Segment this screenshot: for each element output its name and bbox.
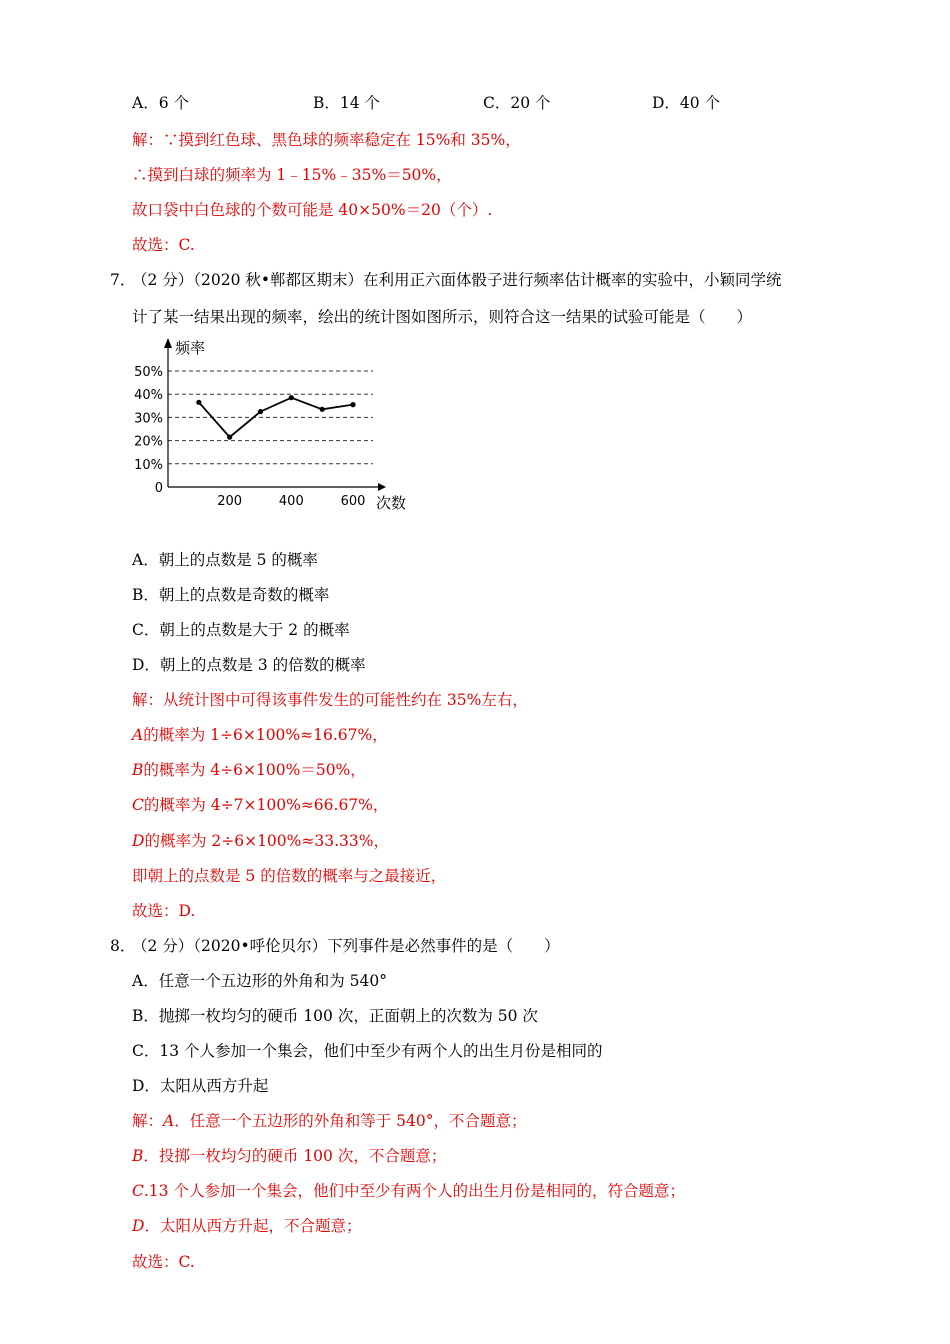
option-letter: D [132, 1217, 145, 1235]
option-letter: C [132, 1182, 144, 1200]
data-point [196, 400, 201, 405]
q6-answer: 故选：C. [132, 236, 195, 254]
q8-option-c: C．13 个人参加一个集会，他们中至少有两个人的出生月份是相同的 [132, 1042, 603, 1060]
q6-solution-line: 解：∵摸到红色球、黑色球的频率稳定在 15%和 35%， [132, 131, 521, 149]
x-tick-label: 200 [217, 494, 243, 509]
solution-text: ．任意一个五边形的外角和等于 540°，不合题意； [174, 1112, 527, 1130]
option-letter: C [132, 796, 144, 814]
q7-option-a: A．朝上的点数是 5 的概率 [132, 551, 318, 569]
q8-solution-item-d [132, 1216, 361, 1236]
q7-option-c: C．朝上的点数是大于 2 的概率 [132, 621, 350, 639]
q8-stem: （2 分）（2020•呼伦贝尔）下列事件是必然事件的是（ ） [132, 937, 560, 955]
chart-axes [164, 338, 406, 512]
solution-text: ．投掷一枚均匀的硬币 100 次，不合题意； [143, 1147, 447, 1165]
solution-prefix: 解： [132, 1112, 164, 1130]
x-axis-label: 次数 [376, 494, 407, 512]
y-axis-label: 频率 [175, 339, 206, 357]
y-axis-arrow [164, 338, 172, 348]
q6-option-b: B．14 个 [313, 94, 381, 112]
q7-solution-close: 即朝上的点数是 5 的倍数的概率与之最接近， [132, 867, 447, 885]
solution-text: 的概率为 4÷7×100%≈66.67%， [143, 796, 389, 814]
q7-stem-line: 计了某一结果出现的频率，绘出的统计图如图所示，则符合这一结果的试验可能是（ ） [132, 308, 753, 326]
q6-option-d: D．40 个 [652, 94, 721, 112]
y-tick-label: 20% [134, 434, 163, 450]
q8-solution-item-a [132, 1111, 526, 1131]
y-tick-label: 30% [134, 411, 163, 427]
q7-solution-item-a [132, 725, 388, 745]
y-tick-label: 50% [134, 365, 163, 380]
y-tick-label: 10% [134, 457, 163, 473]
y-tick-label: 0 [154, 481, 163, 496]
data-point [320, 407, 325, 412]
solution-text: ．太阳从西方升起，不合题意； [144, 1217, 362, 1235]
data-point [350, 402, 355, 407]
option-letter: D [132, 832, 145, 850]
q8-option-b: B．抛掷一枚均匀的硬币 100 次，正面朝上的次数为 50 次 [132, 1007, 538, 1025]
option-letter: B [132, 1147, 144, 1165]
q7-option-d: D．朝上的点数是 3 的倍数的概率 [132, 656, 366, 674]
q7-solution-item-d [132, 831, 389, 851]
x-axis-arrow [378, 483, 386, 491]
q6-option-a: A．6 个 [132, 94, 189, 112]
q8-option-a: A．任意一个五边形的外角和为 540° [132, 972, 387, 990]
q7-number: 7． [110, 271, 136, 289]
solution-text: 的概率为 4÷6×100%＝50%， [143, 761, 366, 779]
data-point [227, 435, 232, 440]
q7-option-b: B．朝上的点数是奇数的概率 [132, 586, 330, 604]
q6-option-c: C．20 个 [483, 94, 551, 112]
option-letter: B [132, 761, 144, 779]
y-tick-label: 40% [134, 388, 163, 404]
x-tick-label: 400 [278, 494, 304, 509]
option-letter: A [163, 1112, 175, 1130]
q7-solution-intro: 解：从统计图中可得该事件发生的可能性约在 35%左右， [132, 691, 528, 709]
q8-solution-item-c [132, 1181, 685, 1201]
solution-text: 的概率为 1÷6×100%≈16.67%， [143, 726, 388, 744]
q7-solution-item-b [132, 760, 366, 780]
x-tick-label: 600 [340, 494, 366, 509]
q8-option-d: D．太阳从西方升起 [132, 1077, 269, 1095]
data-point [289, 395, 294, 400]
q7-solution-item-c [132, 795, 388, 815]
solution-text: .13 个人参加一个集会，他们中至少有两个人的出生月份是相同的，符合题意； [143, 1182, 685, 1200]
q8-number: 8． [110, 937, 136, 955]
q6-solution-line: ∴摸到白球的频率为 1﹣15%﹣35%＝50%， [132, 166, 452, 184]
q7-answer: 故选：D. [132, 902, 196, 920]
q7-stem-line: （2 分）（2020 秋•郸都区期末）在利用正六面体骰子进行频率估计概率的实验中，小颖同学统 [132, 271, 782, 289]
chart-grid [168, 371, 373, 464]
data-point [258, 409, 263, 414]
q8-answer: 故选：C. [132, 1253, 195, 1271]
solution-text: 的概率为 2÷6×100%≈33.33%， [144, 832, 389, 850]
frequency-line-chart [125, 332, 425, 522]
q6-solution-line: 故口袋中白色球的个数可能是 40×50%＝20（个）. [132, 201, 493, 219]
q8-solution-item-b [132, 1146, 446, 1166]
option-letter: A [132, 726, 144, 744]
